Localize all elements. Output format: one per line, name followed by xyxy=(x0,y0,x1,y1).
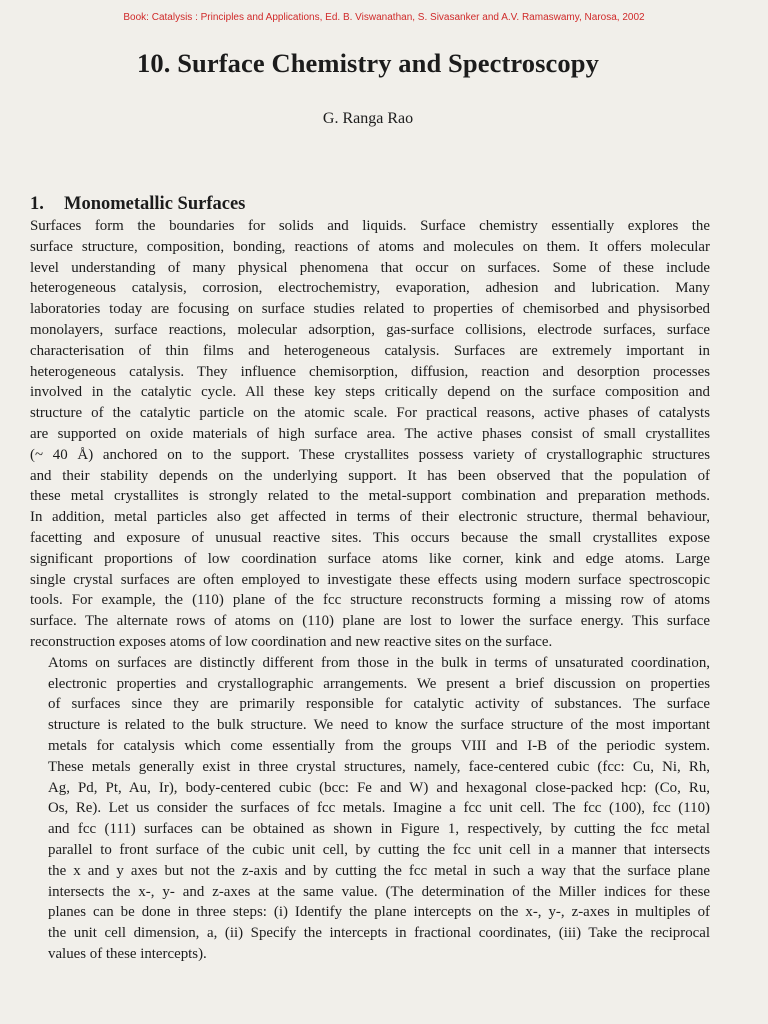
text-line: tools. For example, the (110) plane of the fcc structure reconstructs forming a missing row of atoms xyxy=(30,592,710,609)
text-line: monolayers, surface reactions, molecular adsorption, gas-surface collisions, electrode surfaces, surface xyxy=(30,321,710,338)
body-text xyxy=(30,216,710,965)
text-line: structure of the catalytic particle on the atomic scale. For practical reasons, active phases of catalysts xyxy=(30,405,710,422)
text-line: single crystal surfaces are often employed to investigate these effects using modern surface spectroscopic xyxy=(30,571,710,588)
text-line: planes can be done in three steps: (i) Identify the plane intercepts on the x-, y-, z-axes in multiples of xyxy=(48,904,710,921)
paragraph xyxy=(30,216,710,653)
author-name: G. Ranga Rao xyxy=(322,110,414,127)
text-line: (~ 40 Å) anchored on to the support. These crystallites possess variety of crystallographic structures xyxy=(30,446,710,463)
paragraph xyxy=(30,653,710,965)
section-heading xyxy=(30,194,245,215)
text-line: these metal crystallites is strongly related to the metal-support combination and preparation methods. xyxy=(30,488,710,505)
book-citation: Book: Catalysis : Principles and Applications, Ed. B. Viswanathan, S. Sivasanker and A.V. Ramaswamy, Narosa, 2002 xyxy=(123,12,645,23)
text-line: structure is related to the bulk structure. We need to know the surface structure of the most important xyxy=(48,717,710,734)
text-line: facetting and exposure of unusual reactive sites. This occurs because the small crystallites expose xyxy=(30,529,710,546)
text-line: Surfaces form the boundaries for solids and liquids. Surface chemistry essentially explores the xyxy=(30,218,710,234)
text-line: the unit cell dimension, a, (ii) Specify the intercepts in fractional coordinates, (iii) Take the reciprocal xyxy=(48,925,710,942)
text-line: characterisation of thin films and heterogeneous catalysis. Surfaces are extremely important in xyxy=(30,342,710,359)
text-line: level understanding of many physical phenomena that occur on surfaces. Some of these include xyxy=(30,259,710,276)
text-line: significant proportions of low coordination surface atoms like corner, kink and edge atoms. Large xyxy=(30,550,710,567)
text-line: intersects the x-, y- and z-axes at the same value. (The determination of the Miller indices for these xyxy=(48,883,710,900)
chapter-title: 10. Surface Chemistry and Spectroscopy xyxy=(137,48,599,78)
text-line: and their stability depends on the underlying support. It has been observed that the population of xyxy=(30,467,710,484)
text-line: These metals generally exist in three crystal structures, namely, face-centered cubic (fcc: Cu, Ni, Rh, xyxy=(48,758,710,775)
text-line: electronic properties and crystallographic arrangements. We present a brief discussion on properties xyxy=(48,675,710,692)
section-title: Monometallic Surfaces xyxy=(64,194,246,214)
text-line: surface structure, composition, bonding, reactions of atoms and molecules on them. It offers molecular xyxy=(30,238,710,255)
text-line: the x and y axes but not the z-axis and by cutting the fcc metal in such a way that the surface plane xyxy=(48,862,710,879)
text-line: heterogeneous catalysis, corrosion, electrochemistry, evaporation, adhesion and lubrication. Many xyxy=(30,280,710,297)
text-line: involved in the catalytic cycle. All these key steps critically depend on the surface composition and xyxy=(30,384,710,401)
text-line: reconstruction exposes atoms of low coordination and new reactive sites on the surface. xyxy=(30,633,553,650)
text-line: metals for catalysis which come essentially from the groups VIII and I-B of the periodic system. xyxy=(48,737,710,754)
text-line: laboratories today are focusing on surface studies related to properties of chemisorbed and physisorbed xyxy=(30,301,710,318)
text-line: parallel to front surface of the cubic unit cell, by cutting the fcc unit cell in a manner that intersects xyxy=(48,841,710,858)
text-line: Atoms on surfaces are distinctly different from those in the bulk in terms of unsaturated coordination, xyxy=(48,654,710,671)
text-line: heterogeneous catalysis. They influence chemisorption, diffusion, reaction and desorption processes xyxy=(30,363,710,380)
text-line: of surfaces since they are primarily responsible for catalytic activity of substances. The surface xyxy=(48,696,710,713)
section-number: 1. xyxy=(30,194,44,214)
text-line: and fcc (111) surfaces can be obtained as shown in Figure 1, respectively, by cutting the fcc metal xyxy=(48,821,710,838)
text-line: are supported on oxide materials of high surface area. The active phases consist of small crystallites xyxy=(30,425,710,442)
text-line: Os, Re). Let us consider the surfaces of fcc metals. Imagine a fcc unit cell. The fcc (100), fcc (110) xyxy=(48,800,710,817)
text-line: surface. The alternate rows of atoms on (110) plane are lost to lower the surface energy. This surface xyxy=(30,613,710,630)
text-line: Ag, Pd, Pt, Au, Ir), body-centered cubic (bcc: Fe and W) and hexagonal close-packed hcp: (Co, Ru, xyxy=(48,779,710,796)
text-line: In addition, metal particles also get affected in terms of their electronic structure, thermal behaviour, xyxy=(30,509,710,526)
text-line: values of these intercepts). xyxy=(48,945,207,962)
